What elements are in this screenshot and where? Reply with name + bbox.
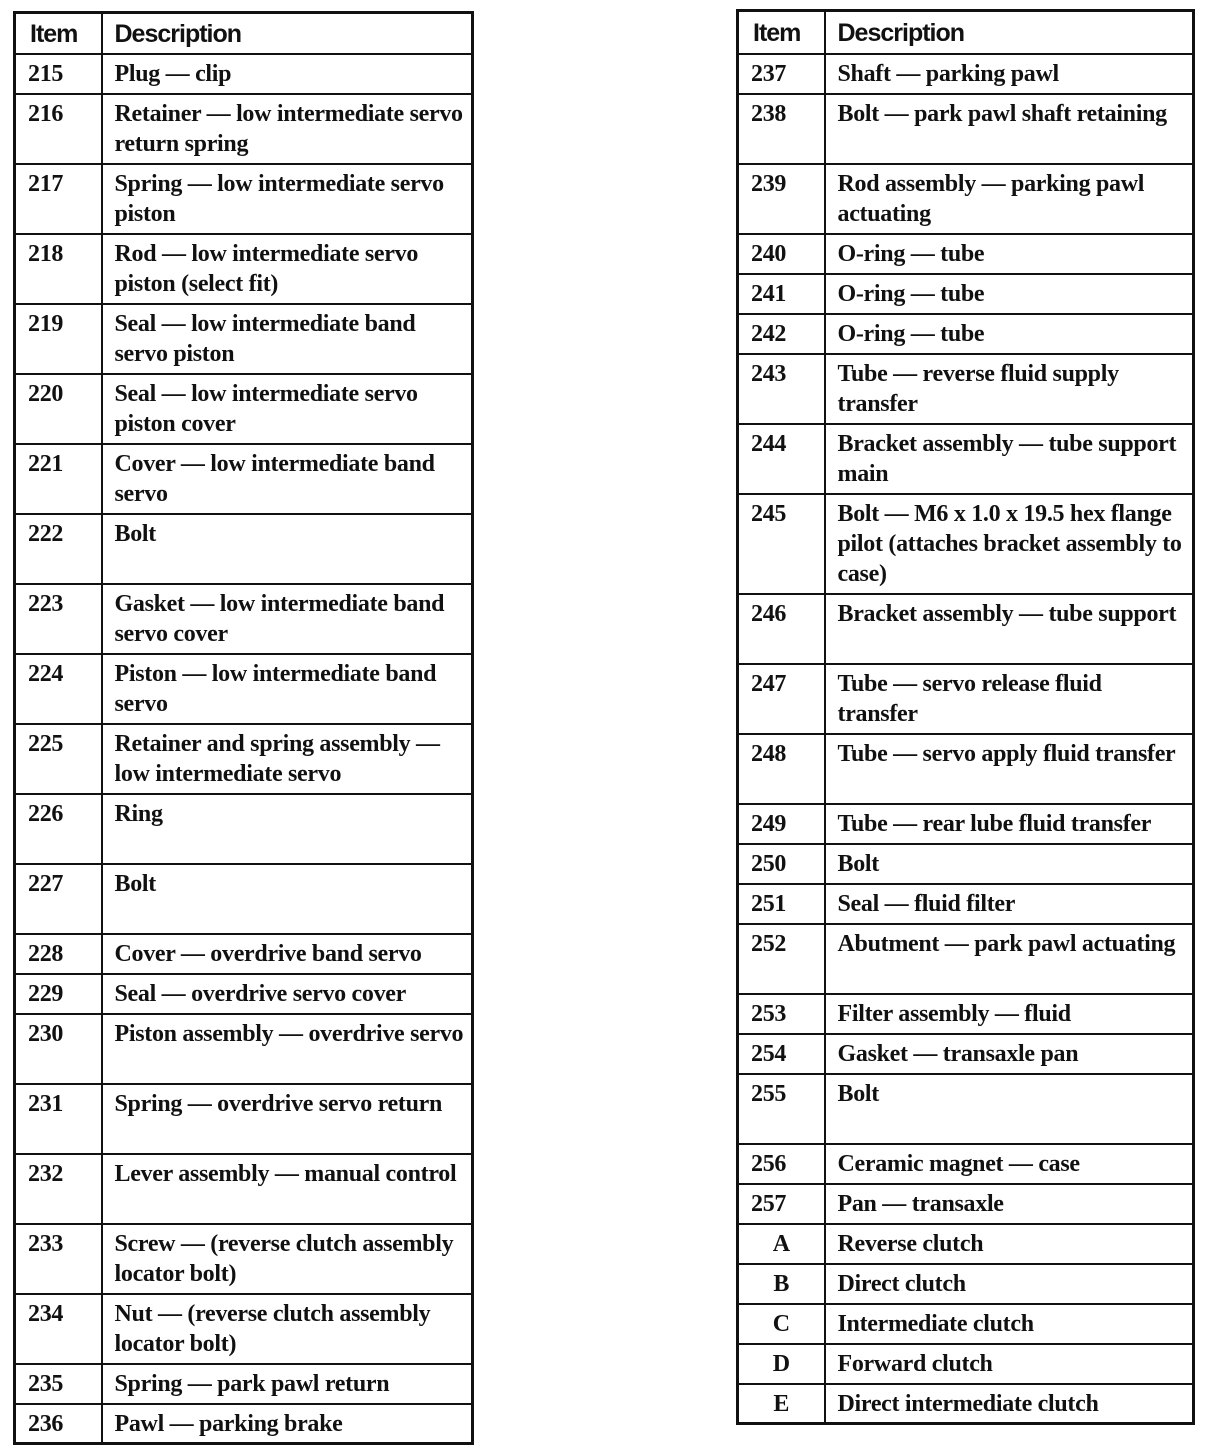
description-cell: Gasket — transaxle pan	[825, 1034, 1194, 1074]
table-row	[738, 1034, 1194, 1074]
description-cell: Bracket assembly — tube support	[825, 594, 1194, 664]
table-row	[738, 1224, 1194, 1264]
table-row	[15, 1014, 473, 1084]
item-number-cell: 253	[738, 994, 825, 1034]
item-number-cell: 223	[15, 584, 102, 654]
description-cell: Filter assembly — fluid	[825, 994, 1194, 1034]
item-number-cell: 251	[738, 884, 825, 924]
item-number-cell: 218	[15, 234, 102, 304]
description-cell: Tube — servo release fluid transfer	[825, 664, 1194, 734]
item-number-cell: 256	[738, 1144, 825, 1184]
table-row	[738, 594, 1194, 664]
description-cell: Direct intermediate clutch	[825, 1384, 1194, 1424]
item-number-cell: 221	[15, 444, 102, 514]
item-number-cell: E	[738, 1384, 825, 1424]
description-cell: Shaft — parking pawl	[825, 54, 1194, 94]
description-cell: O-ring — tube	[825, 274, 1194, 314]
item-number-cell: 241	[738, 274, 825, 314]
table-row	[15, 444, 473, 514]
table-row	[15, 584, 473, 654]
item-number-cell: 232	[15, 1154, 102, 1224]
table-body	[738, 54, 1194, 1424]
table-row	[738, 354, 1194, 424]
description-cell: Seal — low intermediate servo piston cover	[102, 374, 473, 444]
description-column-header: Description	[102, 13, 473, 54]
description-cell: Seal — fluid filter	[825, 884, 1194, 924]
item-number-cell: 247	[738, 664, 825, 734]
item-column-header: Item	[738, 11, 825, 54]
item-number-cell: D	[738, 1344, 825, 1384]
table-row	[15, 164, 473, 234]
item-column-header: Item	[15, 13, 102, 54]
table-row	[738, 1304, 1194, 1344]
parts-table-right	[736, 9, 1195, 1425]
description-cell: Gasket — low intermediate band servo cover	[102, 584, 473, 654]
table-row	[15, 304, 473, 374]
description-cell: Piston — low intermediate band servo	[102, 654, 473, 724]
description-cell: Cover — low intermediate band servo	[102, 444, 473, 514]
table-row	[15, 654, 473, 724]
description-cell: Seal — low intermediate band servo piston	[102, 304, 473, 374]
item-number-cell: 257	[738, 1184, 825, 1224]
description-cell: Rod assembly — parking pawl actuating	[825, 164, 1194, 234]
table-row	[15, 1404, 473, 1444]
description-cell: Tube — reverse fluid supply transfer	[825, 354, 1194, 424]
table-row	[738, 1344, 1194, 1384]
table-row	[738, 664, 1194, 734]
table-row	[738, 234, 1194, 274]
item-number-cell: 242	[738, 314, 825, 354]
description-cell: Bolt	[825, 844, 1194, 884]
description-cell: Forward clutch	[825, 1344, 1194, 1384]
table-row	[738, 164, 1194, 234]
table-row	[15, 1364, 473, 1404]
table-row	[738, 924, 1194, 994]
description-cell: Retainer and spring assembly — low intermediate servo	[102, 724, 473, 794]
item-number-cell: 238	[738, 94, 825, 164]
description-cell: Bolt — M6 x 1.0 x 19.5 hex flange pilot (attaches bracket assembly to case)	[825, 494, 1194, 594]
item-number-cell: 220	[15, 374, 102, 444]
description-cell: Rod — low intermediate servo piston (select fit)	[102, 234, 473, 304]
item-number-cell: 234	[15, 1294, 102, 1364]
description-cell: Pan — transaxle	[825, 1184, 1194, 1224]
item-number-cell: A	[738, 1224, 825, 1264]
item-number-cell: 227	[15, 864, 102, 934]
description-cell: Spring — low intermediate servo piston	[102, 164, 473, 234]
description-cell: Bracket assembly — tube support main	[825, 424, 1194, 494]
item-number-cell: B	[738, 1264, 825, 1304]
description-cell: Intermediate clutch	[825, 1304, 1194, 1344]
item-number-cell: 252	[738, 924, 825, 994]
table-row	[738, 804, 1194, 844]
table-row	[15, 864, 473, 934]
description-cell: Reverse clutch	[825, 1224, 1194, 1264]
item-number-cell: 230	[15, 1014, 102, 1084]
description-cell: Cover — overdrive band servo	[102, 934, 473, 974]
item-number-cell: 229	[15, 974, 102, 1014]
table-row	[738, 734, 1194, 804]
item-number-cell: 233	[15, 1224, 102, 1294]
description-cell: O-ring — tube	[825, 234, 1194, 274]
table-row	[738, 994, 1194, 1034]
item-number-cell: 226	[15, 794, 102, 864]
description-cell: Retainer — low intermediate servo return spring	[102, 94, 473, 164]
description-cell: Lever assembly — manual control	[102, 1154, 473, 1224]
table-row	[15, 514, 473, 584]
table-row	[738, 1264, 1194, 1304]
description-cell: Ceramic magnet — case	[825, 1144, 1194, 1184]
item-number-cell: 255	[738, 1074, 825, 1144]
description-cell: O-ring — tube	[825, 314, 1194, 354]
description-cell: Bolt	[102, 514, 473, 584]
table-row	[15, 234, 473, 304]
table-row	[738, 314, 1194, 354]
item-number-cell: 239	[738, 164, 825, 234]
table-row	[15, 374, 473, 444]
item-number-cell: C	[738, 1304, 825, 1344]
description-cell: Bolt	[825, 1074, 1194, 1144]
table-row	[15, 1224, 473, 1294]
item-number-cell: 244	[738, 424, 825, 494]
item-number-cell: 231	[15, 1084, 102, 1154]
table-row	[15, 974, 473, 1014]
table-row	[738, 844, 1194, 884]
table-row	[738, 424, 1194, 494]
description-cell: Nut — (reverse clutch assembly locator bolt)	[102, 1294, 473, 1364]
table-row	[738, 1144, 1194, 1184]
item-number-cell: 246	[738, 594, 825, 664]
parts-table-left	[13, 11, 474, 1445]
table-row	[738, 494, 1194, 594]
table-row	[15, 934, 473, 974]
description-cell: Spring — overdrive servo return	[102, 1084, 473, 1154]
description-column-header: Description	[825, 11, 1194, 54]
table-row	[15, 54, 473, 94]
item-number-cell: 236	[15, 1404, 102, 1444]
item-number-cell: 217	[15, 164, 102, 234]
table-row	[738, 94, 1194, 164]
item-number-cell: 250	[738, 844, 825, 884]
item-number-cell: 215	[15, 54, 102, 94]
item-number-cell: 222	[15, 514, 102, 584]
item-number-cell: 216	[15, 94, 102, 164]
table-row	[15, 1154, 473, 1224]
item-number-cell: 224	[15, 654, 102, 724]
description-cell: Screw — (reverse clutch assembly locator bolt)	[102, 1224, 473, 1294]
item-number-cell: 237	[738, 54, 825, 94]
description-cell: Spring — park pawl return	[102, 1364, 473, 1404]
table-row	[15, 94, 473, 164]
table-row	[15, 1294, 473, 1364]
item-number-cell: 219	[15, 304, 102, 374]
table-row	[738, 1384, 1194, 1424]
description-cell: Plug — clip	[102, 54, 473, 94]
table-row	[738, 1184, 1194, 1224]
description-cell: Bolt — park pawl shaft retaining	[825, 94, 1194, 164]
item-number-cell: 254	[738, 1034, 825, 1074]
table-row	[738, 884, 1194, 924]
table-row	[738, 54, 1194, 94]
description-cell: Bolt	[102, 864, 473, 934]
item-number-cell: 249	[738, 804, 825, 844]
table-header-row	[15, 13, 473, 54]
table-body	[15, 54, 473, 1444]
description-cell: Ring	[102, 794, 473, 864]
table-row	[738, 274, 1194, 314]
item-number-cell: 245	[738, 494, 825, 594]
table-row	[15, 794, 473, 864]
item-number-cell: 228	[15, 934, 102, 974]
description-cell: Pawl — parking brake	[102, 1404, 473, 1444]
item-number-cell: 225	[15, 724, 102, 794]
item-number-cell: 240	[738, 234, 825, 274]
item-number-cell: 235	[15, 1364, 102, 1404]
description-cell: Tube — rear lube fluid transfer	[825, 804, 1194, 844]
description-cell: Tube — servo apply fluid transfer	[825, 734, 1194, 804]
table-row	[738, 1074, 1194, 1144]
description-cell: Seal — overdrive servo cover	[102, 974, 473, 1014]
table-row	[15, 724, 473, 794]
item-number-cell: 248	[738, 734, 825, 804]
description-cell: Abutment — park pawl actuating	[825, 924, 1194, 994]
table-header-row	[738, 11, 1194, 54]
description-cell: Piston assembly — overdrive servo	[102, 1014, 473, 1084]
item-number-cell: 243	[738, 354, 825, 424]
description-cell: Direct clutch	[825, 1264, 1194, 1304]
table-row	[15, 1084, 473, 1154]
